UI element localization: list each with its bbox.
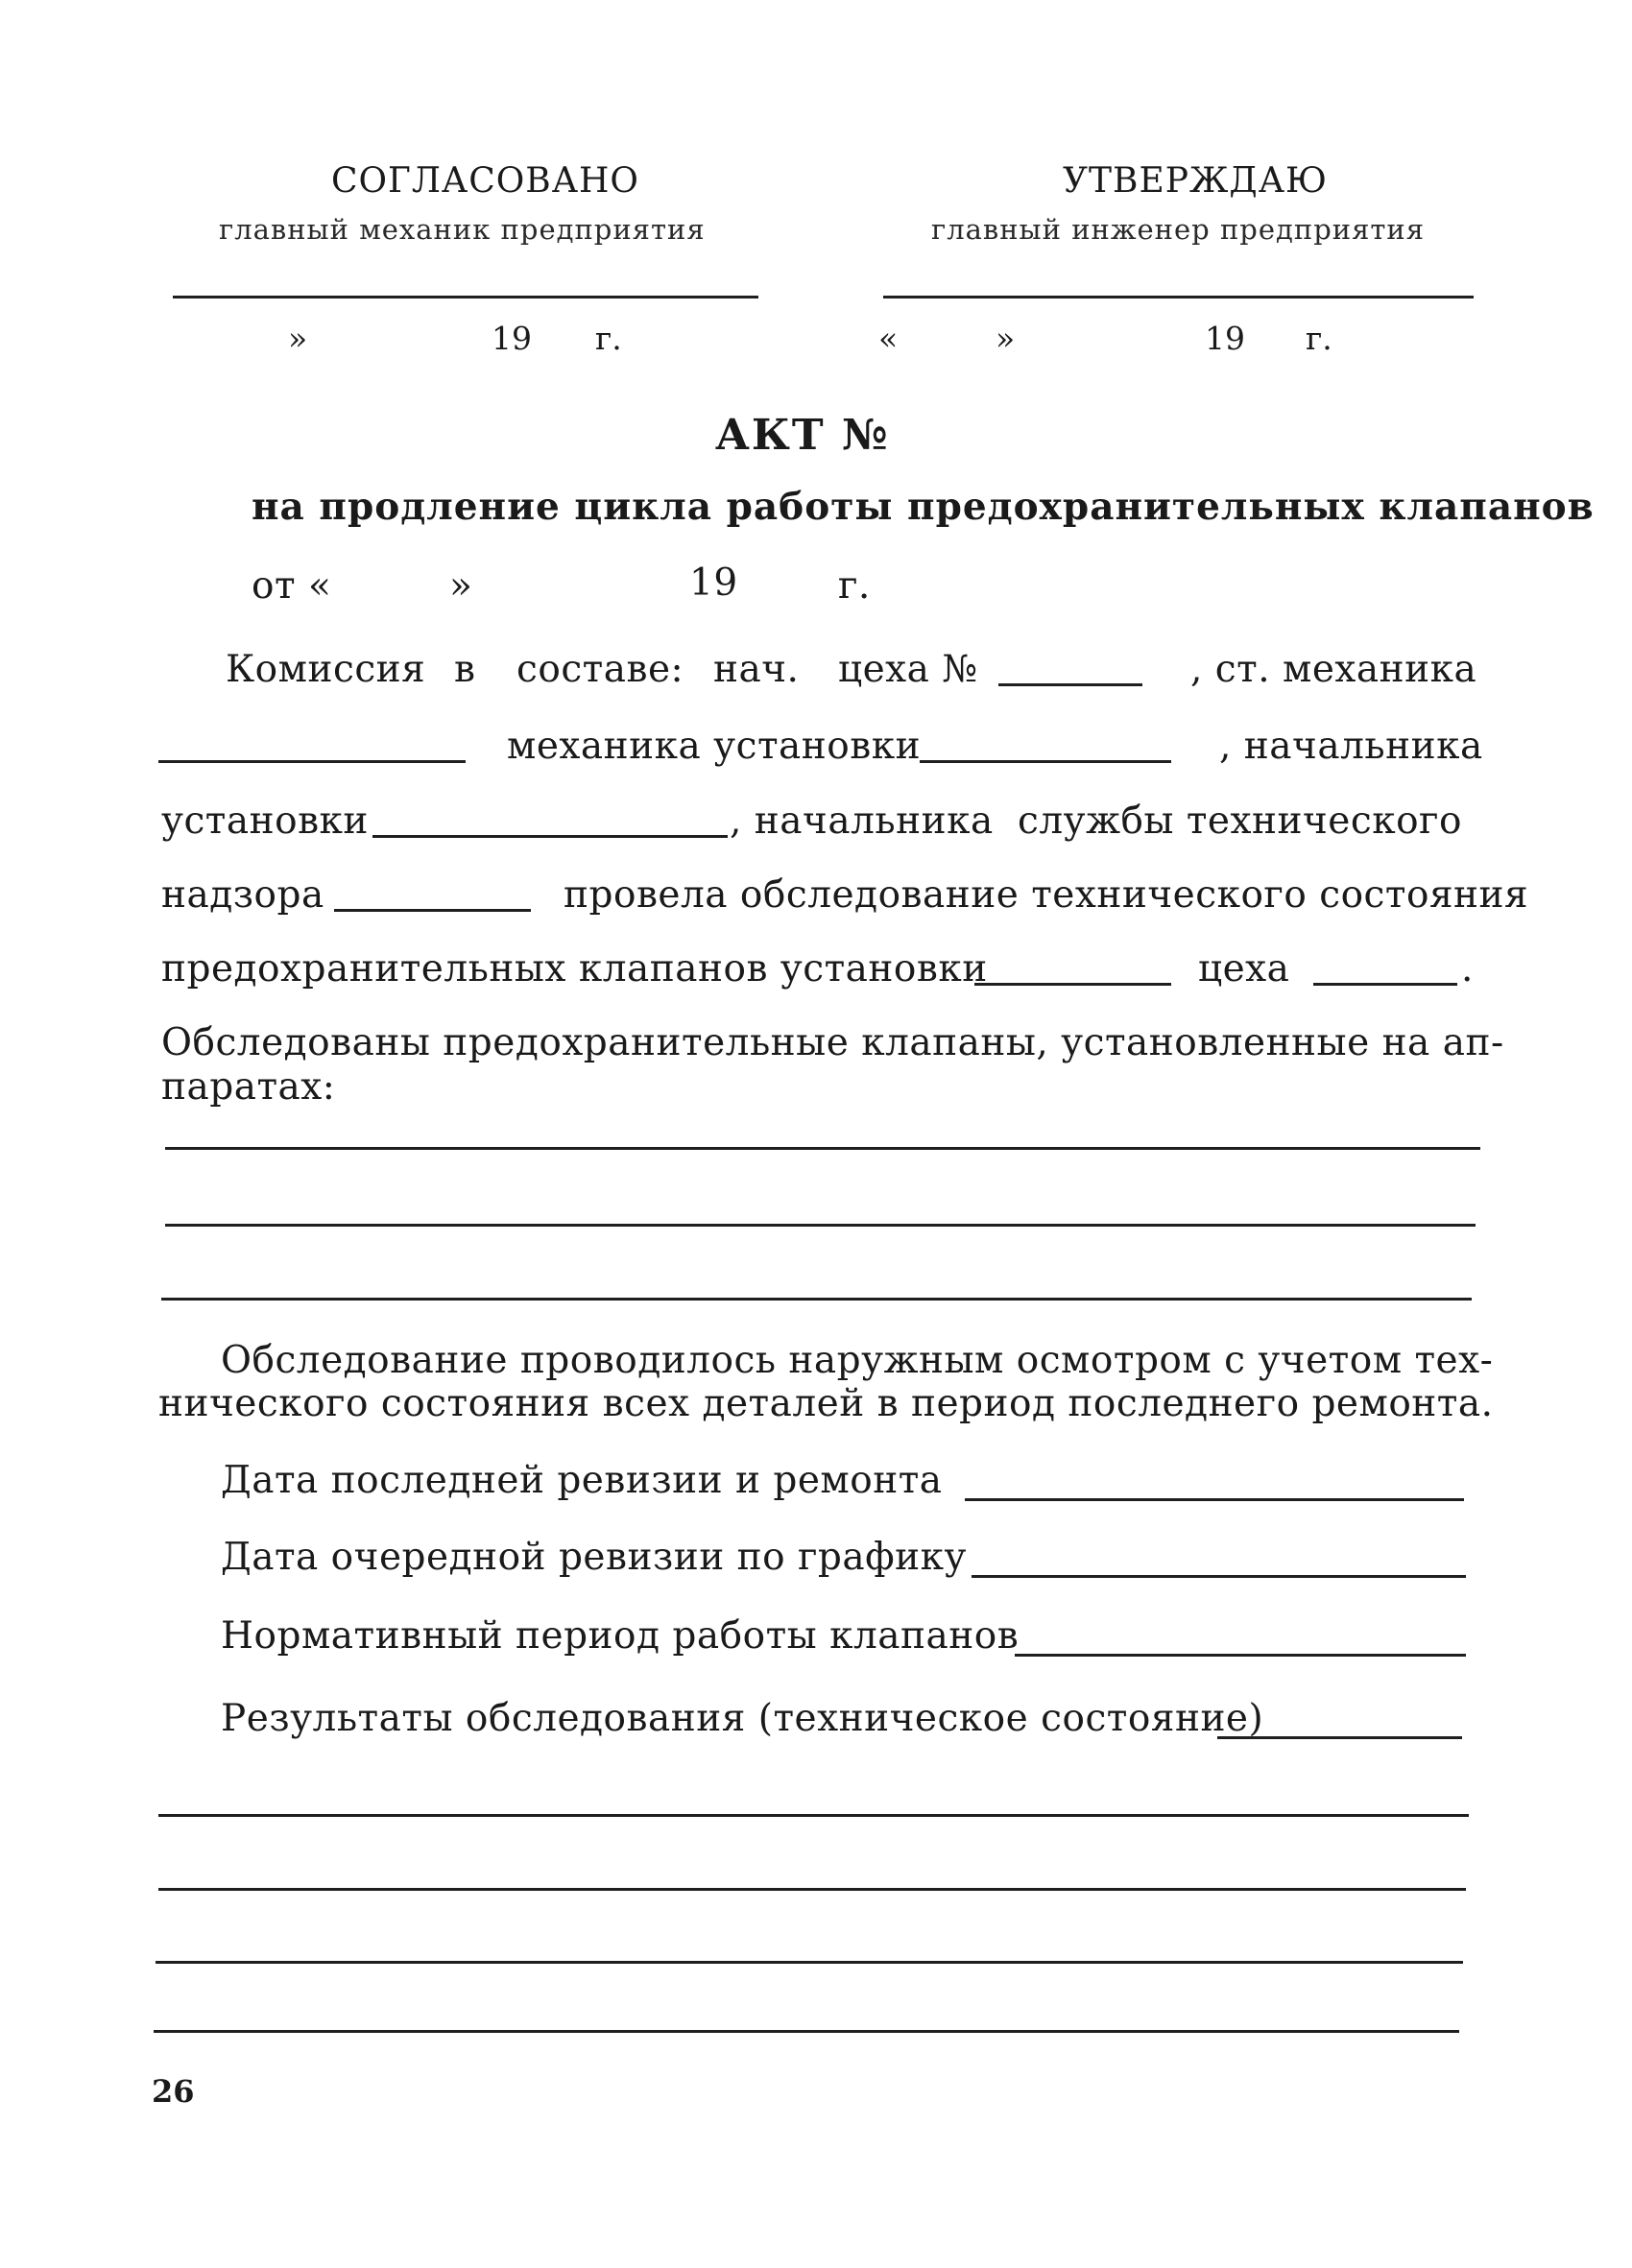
normative-period-field[interactable] <box>1015 1654 1466 1657</box>
senior-mechanic-field[interactable] <box>158 760 466 763</box>
results-line-3[interactable] <box>156 1961 1463 1964</box>
inspection-line-2: нического состояния всех деталей в период последнего ремонта. <box>158 1382 1494 1425</box>
results-line-2[interactable] <box>158 1888 1466 1891</box>
act-date-year: 19 <box>689 561 738 605</box>
agreed-date-year: 19 <box>492 320 532 357</box>
commission-composition: составе: <box>516 648 684 691</box>
next-revision-label: Дата очередной ревизии по графику <box>221 1536 967 1579</box>
approved-date-suffix: г. <box>1306 320 1332 357</box>
commission-conducted: провела обследование технического состояния <box>564 873 1529 917</box>
shop-number-field[interactable] <box>998 683 1142 686</box>
commission-unit-mechanic: механика установки <box>507 725 922 768</box>
act-date-close-quote: » <box>449 564 473 608</box>
page-number: 26 <box>152 2073 195 2110</box>
commission-unit: установки <box>161 800 369 843</box>
approved-date-close-quote: » <box>996 320 1016 357</box>
agreed-date-suffix: г. <box>595 320 622 357</box>
commission-tech-service: службы технического <box>1018 800 1462 843</box>
results-line-4[interactable] <box>154 2030 1459 2033</box>
act-subtitle: на продление цикла работы предохранительных клапанов <box>252 485 1595 529</box>
commission-senior-mechanic-text: , ст. механика <box>1190 648 1477 691</box>
agreed-date-quote: » <box>288 320 308 357</box>
apparatus-field-2[interactable] <box>165 1224 1476 1227</box>
normative-period-label: Нормативный период работы клапанов <box>221 1614 1020 1658</box>
commission-valves-unit: предохранительных клапанов установки <box>161 947 988 991</box>
approved-date-year: 19 <box>1205 320 1245 357</box>
commission-head: нач. <box>713 648 800 691</box>
act-date-from: от « <box>252 564 332 608</box>
apparatus-field-1[interactable] <box>165 1147 1480 1150</box>
approved-position: главный инженер предприятия <box>931 213 1426 246</box>
unit-chief-field[interactable] <box>372 835 728 838</box>
approved-heading: УТВЕРЖДАЮ <box>1063 161 1328 201</box>
last-revision-label: Дата последней ревизии и ремонта <box>221 1459 943 1502</box>
act-title: АКТ № <box>715 411 890 460</box>
commission-shop: цеха <box>1198 947 1290 991</box>
results-field[interactable] <box>1217 1736 1462 1739</box>
commission-chief: , начальника <box>1219 725 1483 768</box>
next-revision-field[interactable] <box>972 1575 1466 1578</box>
valves-shop-field[interactable] <box>1313 983 1457 986</box>
apparatus-field-3[interactable] <box>161 1298 1472 1301</box>
act-date-suffix: г. <box>838 564 871 608</box>
supervision-chief-field[interactable] <box>334 909 531 912</box>
surveyed-line-2: паратах: <box>161 1065 336 1109</box>
results-label: Результаты обследования (техническое состояние) <box>221 1697 1264 1740</box>
commission-shop-no: цеха № <box>838 648 978 691</box>
valves-unit-field[interactable] <box>974 983 1171 986</box>
inspection-line-1: Обследование проводилось наружным осмотром с учетом тех- <box>221 1339 1494 1382</box>
agreed-signature-line <box>173 296 758 298</box>
last-revision-field[interactable] <box>965 1498 1464 1501</box>
commission-in: в <box>454 648 476 691</box>
approved-signature-line <box>883 296 1474 298</box>
results-line-1[interactable] <box>158 1814 1469 1817</box>
surveyed-line-1: Обследованы предохранительные клапаны, установленные на ап- <box>161 1021 1504 1064</box>
agreed-heading: СОГЛАСОВАНО <box>331 161 639 201</box>
commission-chief-2: , начальника <box>730 800 994 843</box>
approved-date-open-quote: « <box>878 320 899 357</box>
agreed-position: главный механик предприятия <box>219 213 706 246</box>
commission-word: Комиссия <box>226 648 426 691</box>
commission-supervision: надзора <box>161 873 324 917</box>
commission-period: . <box>1461 947 1474 991</box>
unit-mechanic-field[interactable] <box>920 760 1171 763</box>
